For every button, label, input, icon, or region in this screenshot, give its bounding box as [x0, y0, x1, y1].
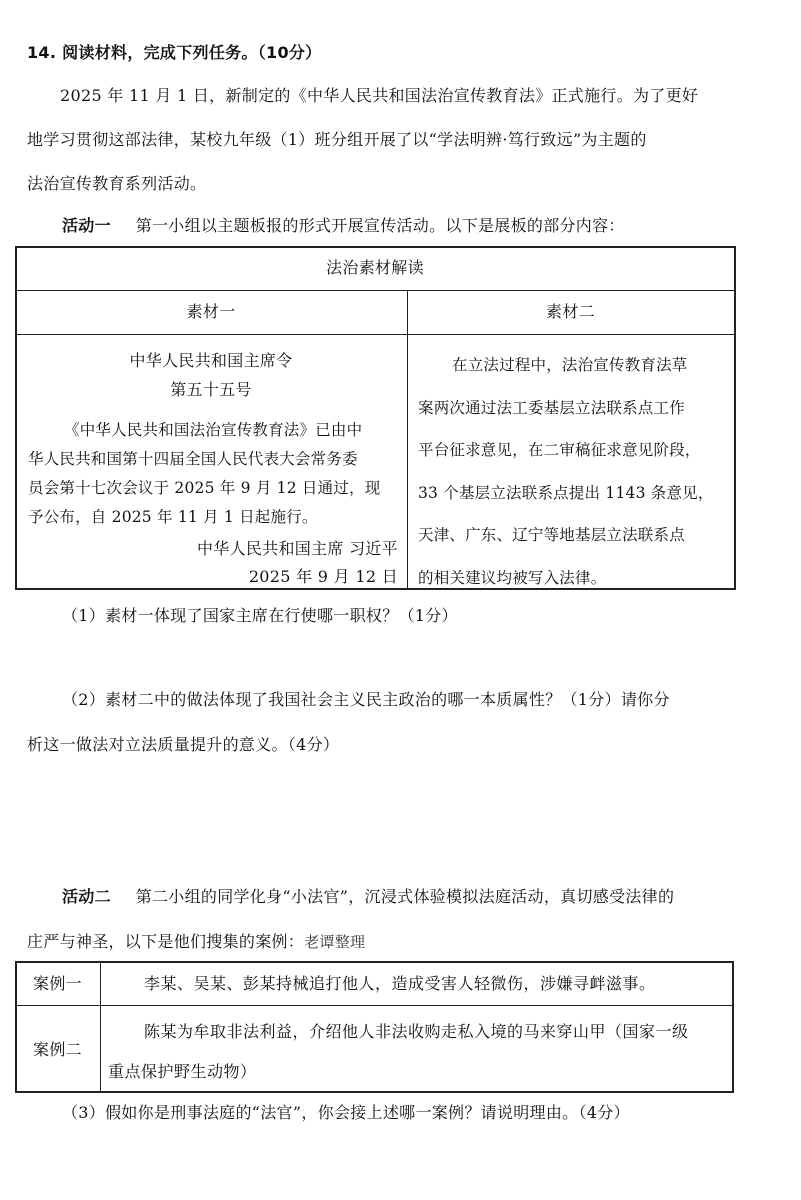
intro-paragraph	[27, 74, 787, 206]
decree-date: 2025 年 9 月 12 日	[248, 567, 398, 586]
activity2-label: 活动二	[62, 887, 111, 906]
activity1-text: 第一小组以主题板报的形式开展宣传活动。以下是展板的部分内容：	[135, 216, 625, 235]
intro-line: 2025 年 11 月 1 日，新制定的《中华人民共和国法治宣传教育法》正式施行。为了更好	[60, 86, 699, 105]
decree-body	[28, 416, 400, 532]
material2-line: 33 个基层立法联系点提出 1143 条意见，	[418, 483, 714, 502]
case2-text	[108, 1012, 728, 1092]
material2-line: 案两次通过法工委基层立法联系点工作	[418, 398, 685, 417]
decree-line: 华人民共和国第十四届全国人民代表大会常务委	[28, 450, 358, 468]
activity2-text-2: 庄严与神圣，以下是他们搜集的案例：	[27, 932, 305, 951]
decree-title: 中华人民共和国主席令	[129, 351, 293, 370]
case1-text: 李某、吴某、彭某持械追打他人，造成受害人轻微伤，涉嫌寻衅滋事。	[144, 974, 656, 993]
material2-line: 在立法过程中，法治宣传教育法草	[452, 356, 688, 374]
activity2-intro	[62, 886, 674, 908]
handwritten-note: 老谭整理	[304, 933, 366, 951]
decree-line: 《中华人民共和国法治宣传教育法》已由中	[64, 421, 363, 439]
material2-line: 的相关建议均被写入法律。	[418, 568, 607, 587]
question-header: 14. 阅读材料，完成下列任务。（10分）	[27, 43, 322, 62]
col2-header: 素材二	[546, 302, 595, 321]
material2-text	[418, 344, 728, 599]
material2-line: 天津、广东、辽宁等地基层立法联系点	[418, 526, 685, 544]
question-3: （3）假如你是刑事法庭的“法官”，你会接上述哪一案例？请说明理由。（4分）	[62, 1103, 630, 1122]
case2-label: 案例二	[33, 1040, 82, 1059]
question-2-line1: （2）素材二中的做法体现了我国社会主义民主政治的哪一本质属性？（1分）请你分	[62, 690, 670, 709]
decree-number: 第五十五号	[170, 380, 252, 399]
activity1-label: 活动一	[62, 216, 111, 235]
decree-line: 予公布，自 2025 年 11 月 1 日起施行。	[28, 508, 318, 526]
case1-label: 案例一	[33, 974, 82, 993]
activity2-text: 第二小组的同学化身“小法官”，沉浸式体验模拟法庭活动，真切感受法律的	[135, 887, 675, 906]
question-1: （1）素材一体现了国家主席在行使哪一职权？（1分）	[62, 606, 458, 625]
intro-line: 法治宣传教育系列活动。	[27, 174, 207, 193]
case2-line: 重点保护野生动物）	[108, 1062, 257, 1081]
activity2-line2	[27, 931, 365, 953]
case2-line: 陈某为牟取非法利益，介绍他人非法收购走私入境的马来穿山甲（国家一级	[144, 1022, 689, 1041]
material2-line: 平台征求意见，在二审稿征求意见阶段，	[418, 441, 701, 459]
col1-header: 素材一	[186, 302, 236, 321]
decree-line: 员会第十七次会议于 2025 年 9 月 12 日通过，现	[28, 479, 381, 497]
question-2-line2: 析这一做法对立法质量提升的意义。（4分）	[27, 735, 340, 754]
intro-line: 地学习贯彻这部法律，某校九年级（1）班分组开展了以“学法明辨·笃行致远”为主题的	[27, 130, 647, 149]
activity1-intro	[62, 215, 625, 237]
decree-signature: 中华人民共和国主席 习近平	[197, 539, 398, 558]
table-title: 法治素材解读	[326, 258, 424, 277]
